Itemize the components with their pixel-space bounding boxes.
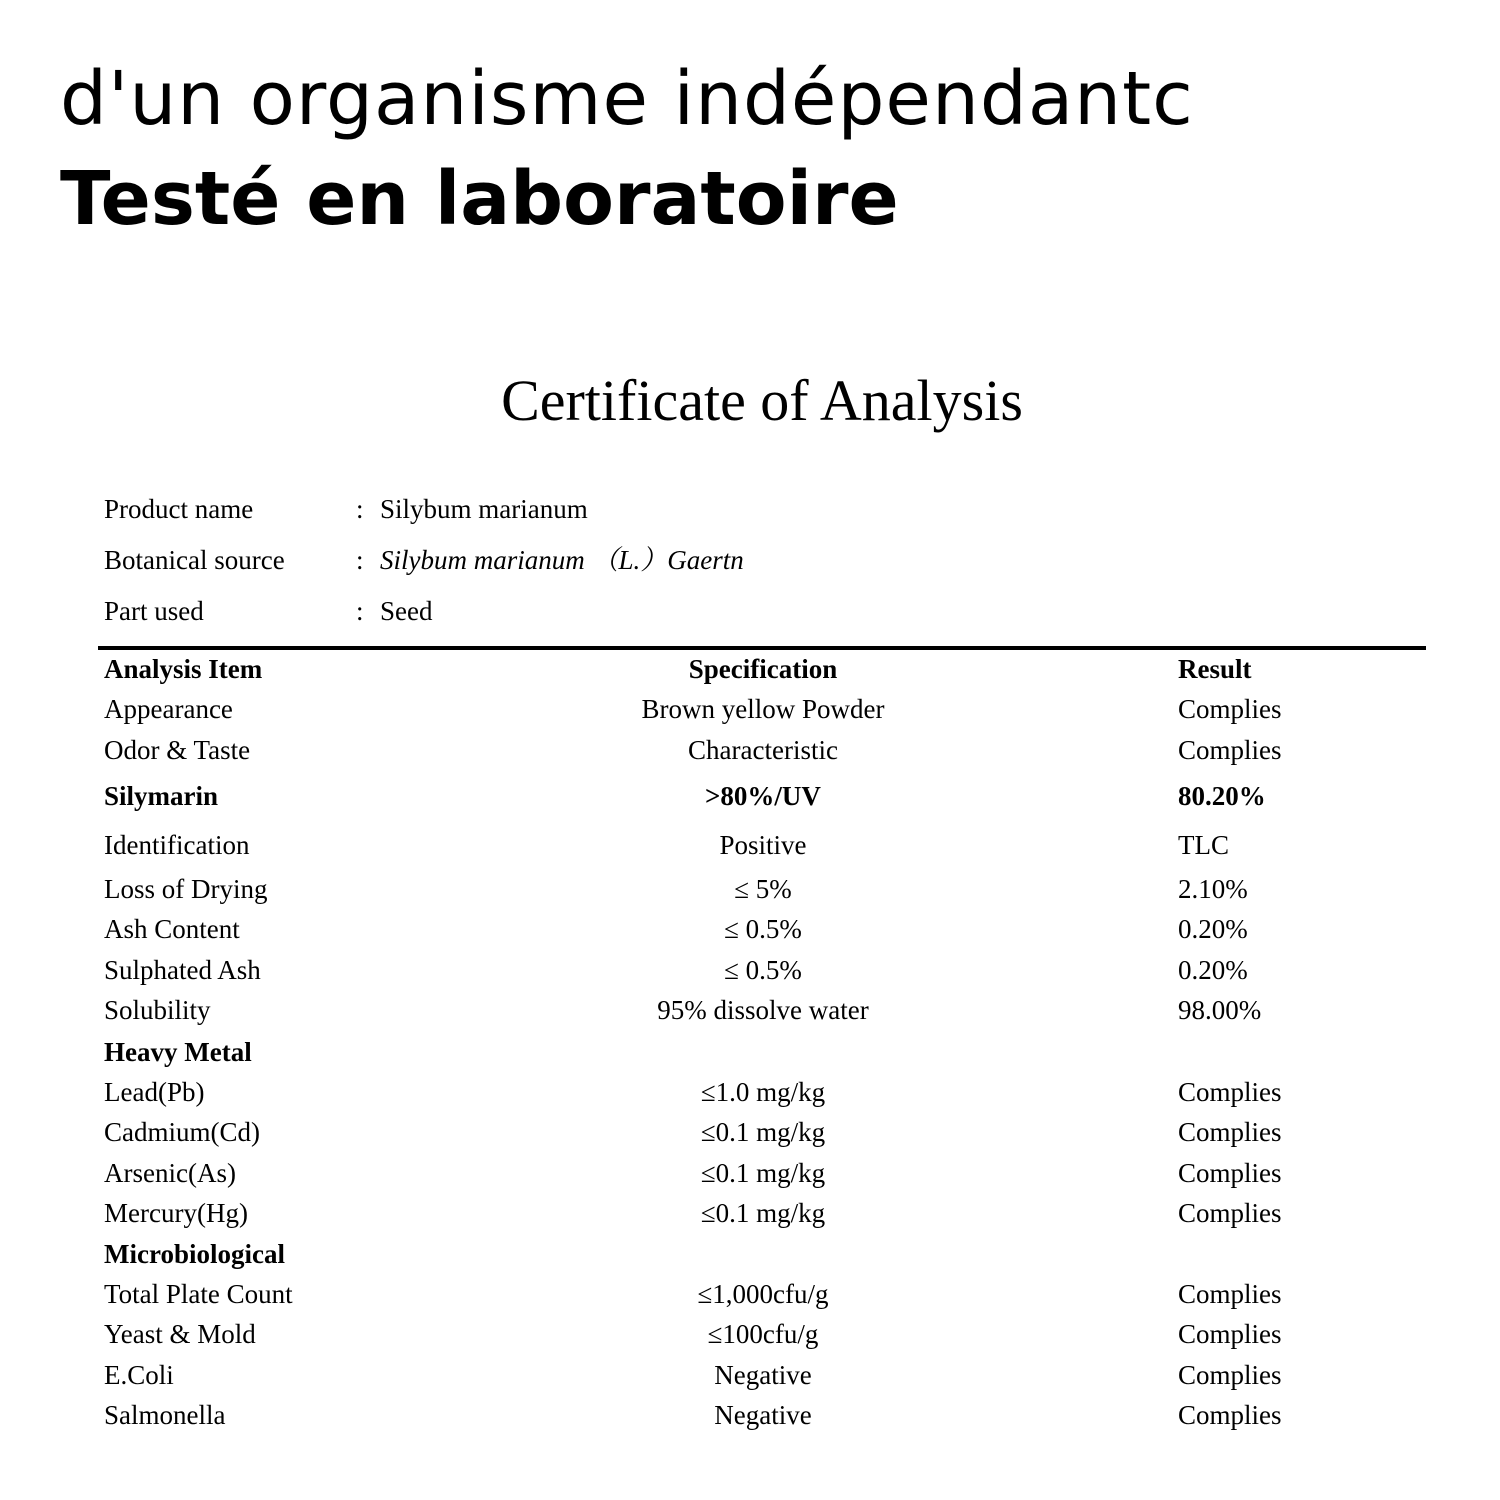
cell-result: Complies	[1178, 694, 1282, 724]
meta-value: Silybum marianum	[380, 494, 588, 524]
cell-item: Loss of Drying	[104, 874, 268, 904]
cell-item: Ash Content	[104, 914, 240, 944]
cell-result: Complies	[1178, 1077, 1282, 1107]
cell-item: Salmonella	[104, 1400, 226, 1430]
cell-item: Silymarin	[104, 781, 219, 811]
cell-item: Mercury(Hg)	[104, 1198, 248, 1228]
table-top-rule	[98, 646, 1426, 650]
column-header-result: Result	[1178, 654, 1252, 684]
cell-result: Complies	[1178, 1279, 1282, 1309]
cell-item: Appearance	[104, 694, 233, 724]
cell-result: Complies	[1178, 735, 1282, 765]
cell-spec: ≤ 0.5%	[724, 955, 802, 985]
cell-spec: Characteristic	[688, 735, 838, 765]
meta-colon: :	[356, 596, 364, 626]
cell-spec: ≤1,000cfu/g	[697, 1279, 829, 1309]
meta-label: Product name	[104, 494, 254, 524]
cell-item: Lead(Pb)	[104, 1077, 205, 1107]
meta-value: Seed	[380, 596, 433, 626]
section-microbiological: Microbiological	[104, 1239, 285, 1269]
meta-colon: :	[356, 545, 364, 575]
cell-item: Total Plate Count	[104, 1279, 293, 1309]
cell-item: Cadmium(Cd)	[104, 1117, 260, 1147]
cell-result: 0.20%	[1178, 955, 1248, 985]
cell-result: Complies	[1178, 1198, 1282, 1228]
cell-item: E.Coli	[104, 1360, 174, 1390]
meta-value: Silybum marianum （L.）Gaertn	[380, 545, 744, 575]
cell-spec: ≤0.1 mg/kg	[700, 1198, 826, 1228]
cell-spec: >80%/UV	[705, 781, 821, 811]
cell-spec: ≤0.1 mg/kg	[700, 1117, 826, 1147]
cell-result: Complies	[1178, 1117, 1282, 1147]
cell-result: 2.10%	[1178, 874, 1248, 904]
meta-colon: :	[356, 494, 364, 524]
cell-item: Yeast & Mold	[104, 1319, 256, 1349]
meta-label: Part used	[104, 596, 204, 626]
cell-item: Sulphated Ash	[104, 955, 261, 985]
cell-result: Complies	[1178, 1158, 1282, 1188]
cell-result: 0.20%	[1178, 914, 1248, 944]
cell-result: Complies	[1178, 1400, 1282, 1430]
section-heavy-metal: Heavy Metal	[104, 1037, 252, 1067]
meta-label: Botanical source	[104, 545, 285, 575]
cell-item: Arsenic(As)	[104, 1158, 236, 1188]
cell-result: Complies	[1178, 1360, 1282, 1390]
hero-title: Testé en laboratoire	[60, 156, 899, 242]
cell-spec: Brown yellow Powder	[641, 694, 885, 724]
cell-result: 98.00%	[1178, 995, 1262, 1025]
cell-item: Solubility	[104, 995, 211, 1025]
cell-spec: Negative	[714, 1360, 812, 1390]
cell-result: TLC	[1178, 830, 1229, 860]
cell-spec: ≤0.1 mg/kg	[700, 1158, 826, 1188]
cell-spec: ≤ 0.5%	[724, 914, 802, 944]
cell-spec: ≤100cfu/g	[707, 1319, 819, 1349]
cell-result: 80.20%	[1178, 781, 1266, 811]
cell-spec: ≤ 5%	[734, 874, 792, 904]
cell-item: Odor & Taste	[104, 735, 251, 765]
cell-item: Identification	[104, 830, 250, 860]
cell-spec: Positive	[719, 830, 807, 860]
hero-subtitle: d'un organisme indépendantc	[60, 56, 1194, 142]
column-header-analysis-item: Analysis Item	[104, 654, 263, 684]
column-header-specification: Specification	[688, 654, 838, 684]
cell-result: Complies	[1178, 1319, 1282, 1349]
certificate-title: Certificate of Analysis	[501, 368, 1023, 433]
cell-spec: ≤1.0 mg/kg	[700, 1077, 826, 1107]
cell-spec: Negative	[714, 1400, 812, 1430]
cell-spec: 95% dissolve water	[657, 995, 869, 1025]
